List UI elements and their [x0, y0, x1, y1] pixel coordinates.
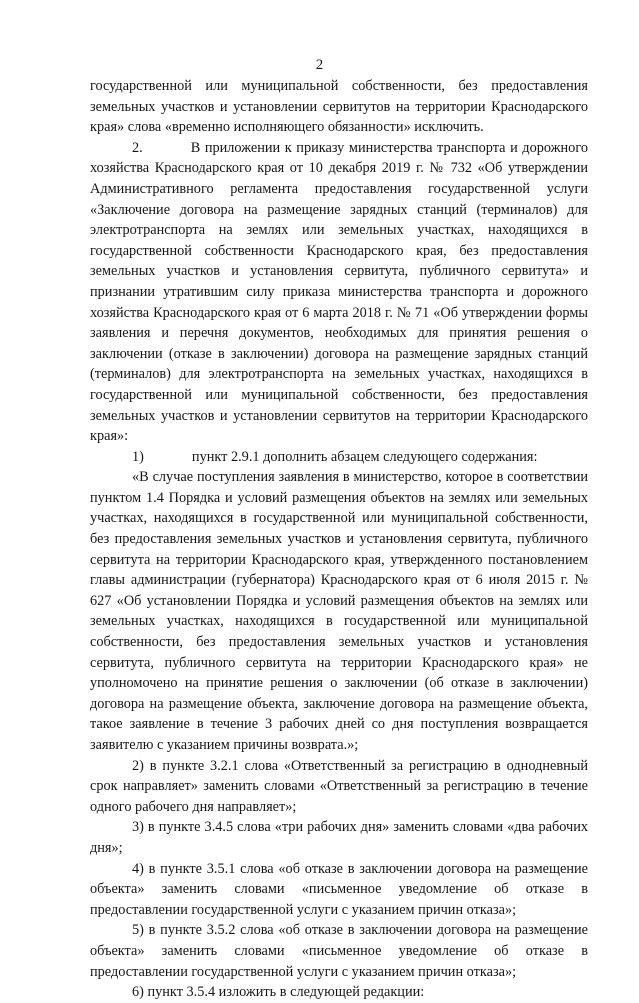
- subitem-text: пункт 2.9.1 дополнить абзацем следующего содержания:: [191, 448, 538, 465]
- paragraph-subitem-1: [90, 447, 588, 468]
- paragraph-subitem-4: 4) в пункте 3.5.1 слова «об отказе в заключении договора на размещение объекта» заменить словами «письменное уведомление об отказе в предоставлении государственной услуги с указанием причин отказа»;: [90, 860, 588, 918]
- paragraph-subitem-3: 3) в пункте 3.4.5 слова «три рабочих дня» заменить словами «два рабочих дня»;: [90, 819, 588, 856]
- paragraph-subitem-6: 6) пункт 3.5.4 изложить в следующей редакции:: [132, 984, 425, 1001]
- document-body: [90, 76, 588, 1003]
- paragraph-continuation: государственной или муниципальной собственности, без предоставления земельных участков и установлении сервитутов на территории Краснодарского края» слова «временно исполняющего обязанности» исключить.: [90, 78, 588, 136]
- page-number: 2: [315, 57, 324, 73]
- paragraph-subitem-5: 5) в пункте 3.5.2 слова «об отказе в заключении договора на размещение объекта» заменить словами «письменное уведомление об отказе в предоставлении государственной услуги с указанием причин отказа»;: [90, 922, 588, 980]
- subitem-number: 1): [132, 448, 144, 465]
- paragraph-subitem-2: 2) в пункте 3.2.1 слова «Ответственный за регистрацию в однодневный срок направляет» заменить словами «Ответственный за регистрацию в течение одного рабочего дня направляет»;: [90, 757, 588, 815]
- item-text: В приложении к приказу министерства транспорта и дорожного хозяйства Краснодарского края от 10 декабря 2019 г. № 732 «Об утверждении Административного регламента предоставления государственной услуги «Заключение договора на размещение зарядных станций (терминалов) для электротранспорта на землях или земельных участках, находящихся в государственной собственности Краснодарского края, без предоставления земельных участков и установления сервитута, публичного сервитута» и признании утратившим силу приказа министерства транспорта и дорожного хозяйства Краснодарского края от 6 марта 2018 г. № 71 «Об утверждении формы заявления и перечня документов, необходимых для принятия решения о заключении (отказе в заключении) договора на размещение зарядных станций (терминалов) для электротранспорта на земельных участках, находящихся в государственной или муниципальной собственности, без предоставления земельных участков и установлении сервитутов на территории Краснодарского края»:: [90, 139, 588, 445]
- paragraph-item-2: [90, 138, 588, 447]
- paragraph-quote: «В случае поступления заявления в министерство, которое в соответствии пунктом 1.4 Порядка и условий размещения объектов на землях или земельных участках, находящихся в государственной или муниципальной собственности, без предоставления земельных участков и установления сервитута, публичного сервитута на территории Краснодарского края, утвержденного постановлением главы администрации (губернатора) Краснодарского края от 6 июля 2015 г. № 627 «Об установлении Порядка и условий размещения объектов на землях или земельных участках, находящихся в государственной или муниципальной собственности, без предоставления земельных участков и установления сервитута, публичного сервитута на территории Краснодарского края» не уполномочено на принятие решения о заключении (об отказе в заключении) договора на размещение объекта, заключение договора на размещение объекта, такое заявление в течение 3 рабочих дней со дня поступления возвращается заявителю с указанием причины возврата.»;: [90, 469, 588, 753]
- item-number: 2.: [132, 139, 143, 156]
